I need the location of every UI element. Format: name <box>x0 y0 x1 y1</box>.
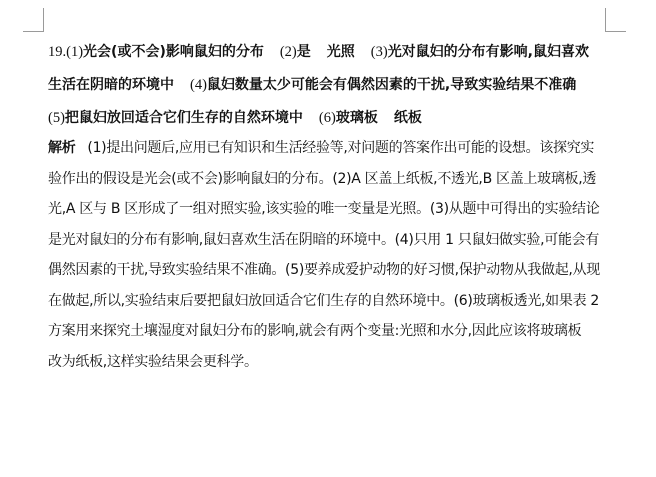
analysis-label: 解析 <box>48 140 76 156</box>
analysis-block <box>48 133 608 377</box>
part-1-answer: 光会(或不会)影响鼠妇的分布 <box>83 44 264 60</box>
analysis-line: 在做起,所以,实验结束后要把鼠妇放回适合它们生存的自然环境中。(6)玻璃板透光,如果表 2 <box>48 292 600 309</box>
analysis-line <box>48 133 608 164</box>
part-2-answer-b: 光照 <box>326 44 355 60</box>
page-corner-mark-top-right <box>605 8 626 32</box>
part-1-number: (1) <box>66 44 84 60</box>
analysis-line: 改为纸板,这样实验结果会更科学。 <box>48 353 258 370</box>
part-2-number: (2) <box>279 44 297 60</box>
answer-line-1 <box>48 36 608 69</box>
part-3-answer: 光对鼠妇的分布有影响,鼠妇喜欢 <box>387 44 590 60</box>
answer-block <box>48 36 608 135</box>
part-4-answer: 鼠妇数量太少可能会有偶然因素的干扰,导致实验结果不准确 <box>206 77 577 93</box>
part-3-number: (3) <box>370 44 388 60</box>
part-5-number: (5) <box>48 110 65 126</box>
part-3-answer-continued: 生活在阴暗的环境中 <box>48 77 174 93</box>
part-4-number: (4) <box>190 77 207 93</box>
answer-line-3 <box>48 102 608 135</box>
part-6-answer-b: 纸板 <box>393 110 422 126</box>
part-6-number: (6) <box>318 110 336 126</box>
analysis-text: (1)提出问题后,应用已有知识和生活经验等,对问题的答案作出可能的设想。该探究实 <box>87 140 595 156</box>
analysis-line: 验作出的假设是光会(或不会)影响鼠妇的分布。(2)A 区盖上纸板,不透光,B 区盖上玻璃板,透 <box>48 170 597 187</box>
analysis-line: 偶然因素的干扰,导致实验结果不准确。(5)要养成爱护动物的好习惯,保护动物从我做起,从现 <box>48 262 600 278</box>
analysis-line: 光,A 区与 B 区形成了一组对照实验,该实验的唯一变量是光照。(3)从题中可得出的实验结论 <box>48 201 600 217</box>
analysis-line: 方案用来探究土壤湿度对鼠妇分布的影响,就会有两个变量:光照和水分,因此应该将玻璃板 <box>48 323 582 339</box>
question-number: 19. <box>48 44 67 60</box>
page-corner-mark-top-left <box>23 8 44 32</box>
analysis-line: 是光对鼠妇的分布有影响,鼠妇喜欢生活在阴暗的环境中。(4)只用 1 只鼠妇做实验,可能会有 <box>48 231 600 248</box>
part-2-answer-a: 是 <box>296 44 311 60</box>
part-6-answer-a: 玻璃板 <box>335 110 378 126</box>
part-5-answer: 把鼠妇放回适合它们生存的自然环境中 <box>64 110 303 126</box>
answer-line-2 <box>48 69 608 102</box>
